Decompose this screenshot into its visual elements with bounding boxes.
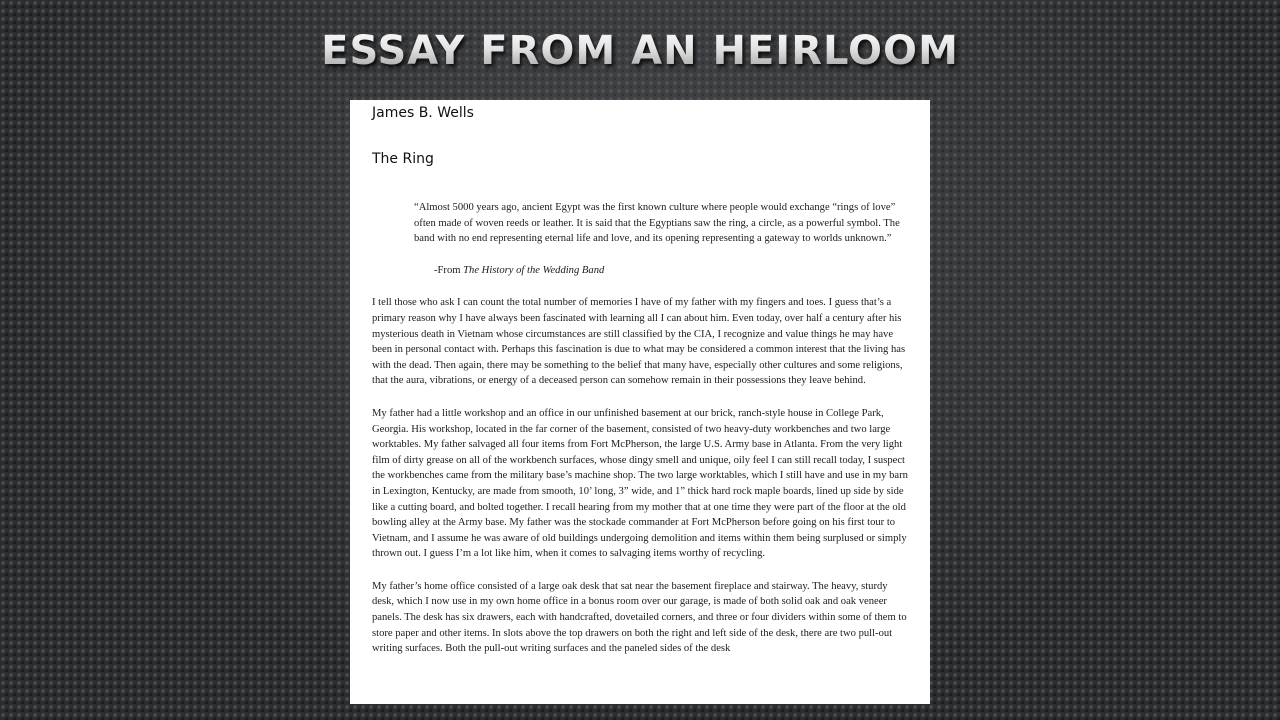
slide-title: ESSAY FROM AN HEIRLOOM — [0, 28, 1280, 74]
epigraph-source-prefix: -From — [434, 264, 464, 276]
body-paragraph-2: My father had a little workshop and an office in our unfinished basement at our brick, ranch-style house in College Park, Georgia. His workshop, located in the far corner of the basement, consisted of two heavy-duty workbenches and two large worktables. My father salvaged all four items from Fort McPherson, the large U.S. Army base in Atlanta. From the very light film of dirty grease on all of the workbench surfaces, whose dingy smell and unique, oily feel I can still recall today, I suspect the workbenches came from the military base’s machine shop. The two large worktables, which I still have and use in my barn in Lexington, Kentucky, are made from smooth, 10’ long, 3” wide, and 1” thick hard rock maple boards, lined up side by side like a cutting board, and bolted together. I recall hearing from my mother that at one time they were part of the floor at the old bowling alley at the Army base. My father was the stockade commander at Fort McPherson before going on his first tour to Vietnam, and I assume he was aware of old buildings undergoing demolition and items within them being surplused or simply thrown out. I guess I’m a lot like him, when it comes to salvaging items worthy of recycling. — [372, 407, 908, 560]
author-name: James B. Wells — [372, 105, 474, 121]
document-page — [350, 100, 930, 704]
body-paragraph-3: My father’s home office consisted of a large oak desk that sat near the basement fireplace and stairway. The heavy, sturdy desk, which I now use in my own home office in a bonus room over our garage, is made of both solid oak and oak veneer panels. The desk has six drawers, each with handcrafted, dovetailed corners, and three or four dividers within some of them to store paper and other items. In slots above the top drawers on both the right and left side of the desk, there are two pull-out writing surfaces. Both the pull-out writing surfaces and the paneled sides of the desk — [372, 580, 907, 655]
epigraph-source-title: The History of the Wedding Band — [463, 264, 605, 276]
epigraph-source — [434, 263, 910, 279]
body-paragraph-1: I tell those who ask I can count the total number of memories I have of my father with my fingers and toes. I guess that’s a primary reason why I have always been fascinated with learning all I can about him. Even today, over half a century after his mysterious death in Vietnam whose circumstances are still classified by the CIA, I recognize and value things he may have been in personal contact with. Perhaps this fascination is due to what may be considered a common interest that the living has with the dead. Then again, there may be something to the belief that many have, especially other cultures and some religions, that the aura, vibrations, or energy of a deceased person can somehow remain in their possessions they leave behind. — [372, 297, 906, 387]
epigraph-quote: “Almost 5000 years ago, ancient Egypt was the first known culture where people would exchange “rings of love” often made of woven reeds or leather. It is said that the Egyptians saw the ring, a circle, as a powerful symbol. The band with no end representing eternal life and love, and its opening representing a gateway to worlds unknown.” — [414, 202, 900, 245]
chapter-title: The Ring — [372, 151, 434, 167]
